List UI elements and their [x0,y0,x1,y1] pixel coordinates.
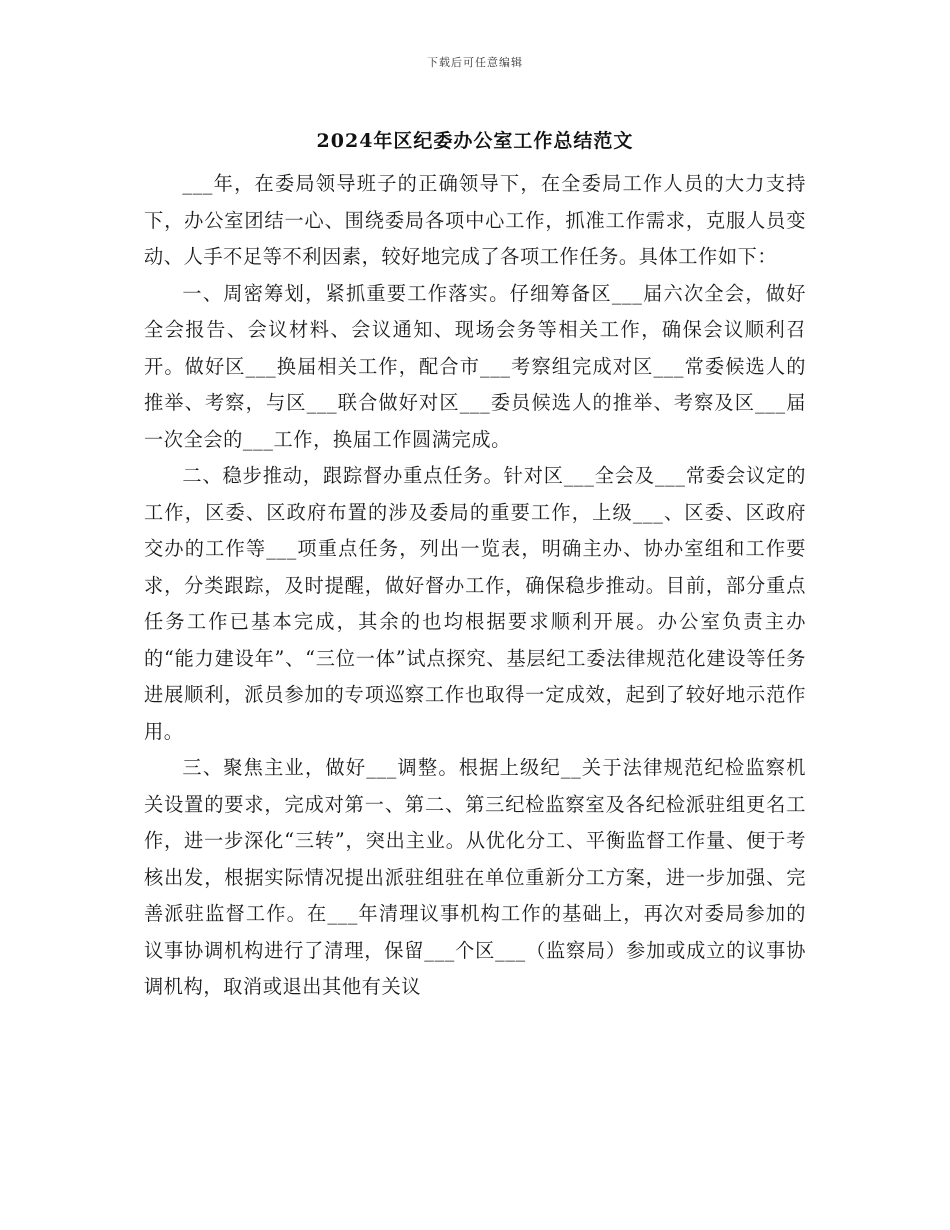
paragraph-section-1: 一、周密筹划，紧抓重要工作落实。仔细筹备区___届六次全会，做好全会报告、会议材料、会议通知、现场会务等相关工作，确保会议顺利召开。做好区___换届相关工作，配合市___考察组完成对区___常委候选人的推举、考察，与区___联合做好对区___委员候选人的推举、考察及区___届一次全会的___工作，换届工作圆满完成。 [144,281,806,451]
paragraph-intro: ___年，在委局领导班子的正确领导下，在全委局工作人员的大力支持下，办公室团结一心、围绕委局各项中心工作，抓准工作需求，克服人员变动、人手不足等不利因素，较好地完成了各项工作任务。具体工作如下： [144,172,806,268]
header-note: 下载后可任意编辑 [427,56,523,69]
document-title: 2024年区纪委办公室工作总结范文 [316,130,634,152]
paragraph-section-3: 三、聚焦主业，做好___调整。根据上级纪__关于法律规范纪检监察机关设置的要求，完成对第一、第二、第三纪检监察室及各纪检派驻组更名工作，进一步深化“三转”，突出主业。从优化分工、平衡监督工作量、便于考核出发，根据实际情况提出派驻组驻在单位重新分工方案，进一步加强、完善派驻监督工作。在___年清理议事机构工作的基础上，再次对委局参加的议事协调机构进行了清理，保留___个区___（监察局）参加或成立的议事协调机构，取消或退出其他有关议 [144,756,806,998]
paragraph-section-2: 二、稳步推动，跟踪督办重点任务。针对区___全会及___常委会议定的工作，区委、区政府布置的涉及委局的重要工作，上级___、区委、区政府交办的工作等___项重点任务，列出一览表，明确主办、协办室组和工作要求，分类跟踪，及时提醒，做好督办工作，确保稳步推动。目前，部分重点任务工作已基本完成，其余的也均根据要求顺利开展。办公室负责主办的“能力建设年”、“三位一体”试点探究、基层纪工委法律规范化建设等任务进展顺利，派员参加的专项巡察工作也取得一定成效，起到了较好地示范作用。 [144,464,806,743]
document-body [144,166,806,1006]
